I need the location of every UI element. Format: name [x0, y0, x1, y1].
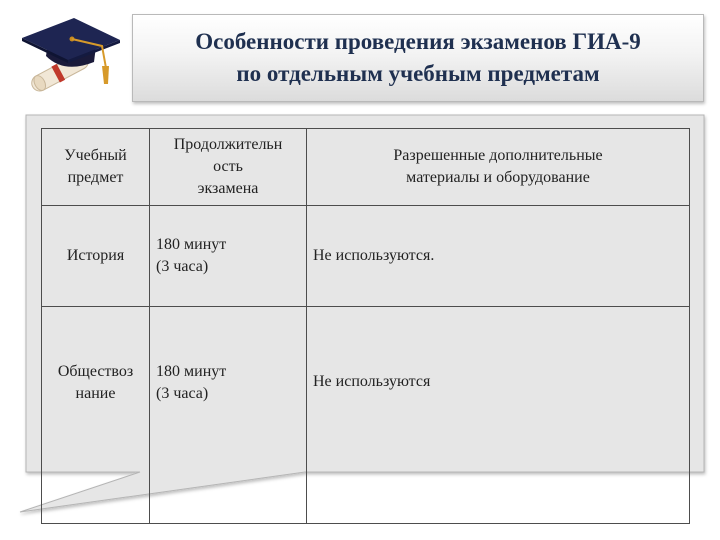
cell-duration: 180 минут (3 часа): [150, 206, 307, 307]
exam-features-table: [41, 128, 690, 524]
table-row: [42, 307, 690, 524]
header-subject: Учебный предмет: [42, 129, 150, 206]
cell-subject: История: [42, 206, 150, 307]
cell-subject: Обществоз нание: [42, 307, 150, 524]
slide-title-line-1: Особенности проведения экзаменов ГИА-9: [195, 29, 641, 54]
graduation-cap-diploma-icon: [16, 16, 122, 102]
cell-materials: Не используются: [307, 307, 690, 524]
table-header-row: [42, 129, 690, 206]
cell-materials: Не используются.: [307, 206, 690, 307]
slide-title: [132, 14, 704, 102]
header-duration: Продолжительн ость экзамена: [150, 129, 307, 206]
slide-title-line-2: по отдельным учебным предметам: [236, 61, 600, 86]
cell-duration: 180 минут (3 часа): [150, 307, 307, 524]
table-row: [42, 206, 690, 307]
header-materials: Разрешенные дополнительные материалы и оборудование: [307, 129, 690, 206]
